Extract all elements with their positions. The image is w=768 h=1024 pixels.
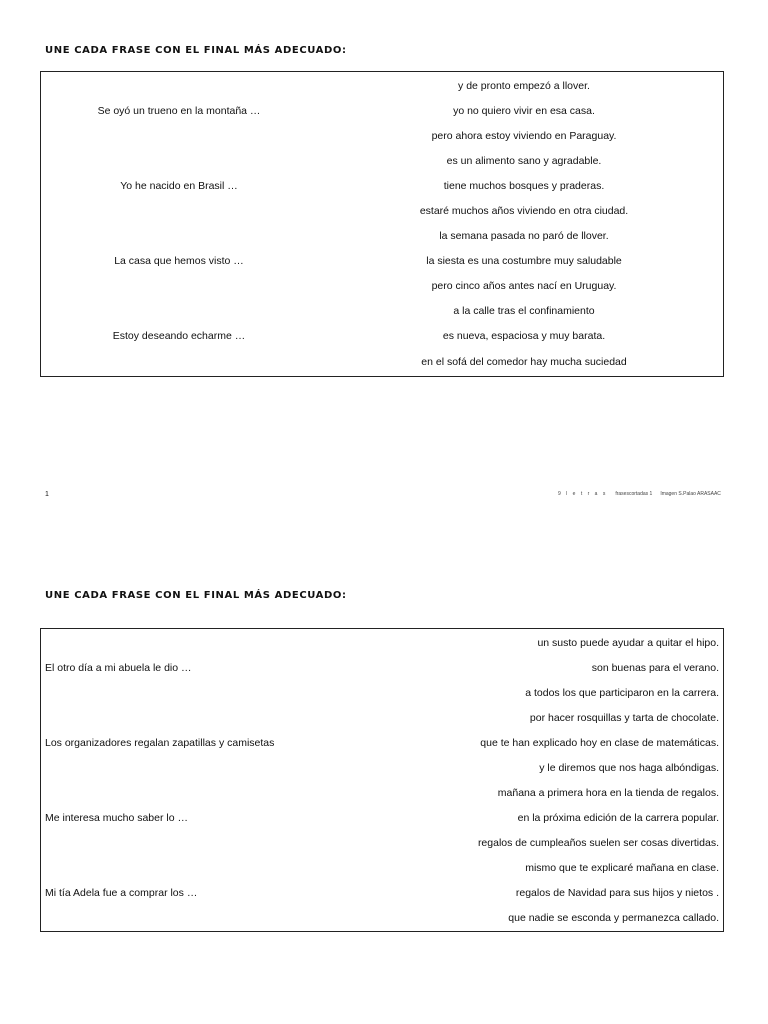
exercise-2-beginning: Mi tía Adela fue a comprar los … [45,887,198,899]
page-number: 1 [45,491,49,498]
exercise-1-beginning: Estoy deseando echarme … [112,330,246,342]
exercise-1-ending: es nueva, espaciosa y muy barata. [442,330,606,342]
exercise-2-ending: mañana a primera hora en la tienda de regalos. [497,787,719,799]
exercise-2-ending: y le diremos que nos haga albóndigas. [539,762,719,774]
exercise-2-beginning: Me interesa mucho saber lo … [45,812,188,824]
exercise-2-ending: que te han explicado hoy en clase de matemáticas. [480,737,719,749]
exercise-2-beginning: El otro día a mi abuela le dio … [45,662,192,674]
exercise-2-ending: mismo que te explicaré mañana en clase. [525,862,719,874]
exercise-1-ending: yo no quiero vivir en esa casa. [453,105,595,117]
exercise-1-ending: la siesta es una costumbre muy saludable [426,255,622,267]
exercise-1-beginning: Se oyó un trueno en la montaña … [97,105,261,117]
footer-credit [558,491,729,497]
credit-letters: 9 l e t r a s [558,491,608,497]
credit-file: frasescortadas 1 [615,491,653,497]
exercise-2-title: UNE CADA FRASE CON EL FINAL MÁS ADECUADO: [45,590,347,601]
exercise-1-beginning: La casa que hemos visto … [114,255,244,267]
exercise-1-ending: es un alimento sano y agradable. [446,155,602,167]
exercise-2-beginning: Los organizadores regalan zapatillas y camisetas [45,737,275,749]
exercise-1-beginning: Yo he nacido en Brasil … [120,180,238,192]
exercise-2-ending: que nadie se esconda y permanezca callado. [508,912,719,924]
credit-image: Imagen S.Palao ARASAAC [660,491,721,497]
exercise-1-ending: pero ahora estoy viviendo en Paraguay. [431,130,617,142]
exercise-1-ending: en el sofá del comedor hay mucha suciedad [421,356,627,368]
exercise-2-ending: son buenas para el verano. [591,662,719,674]
exercise-2-box [40,628,724,932]
exercise-1-ending: tiene muchos bosques y praderas. [443,180,605,192]
exercise-1-ending: y de pronto empezó a llover. [458,80,590,92]
exercise-1-ending: la semana pasada no paró de llover. [439,230,609,242]
exercise-2-ending: regalos de cumpleaños suelen ser cosas divertidas. [477,837,719,849]
exercise-2-ending: en la próxima edición de la carrera popular. [517,812,719,824]
exercise-1-ending: pero cinco años antes nací en Uruguay. [431,280,617,292]
exercise-1-ending: a la calle tras el confinamiento [453,305,595,317]
exercise-2-ending: por hacer rosquillas y tarta de chocolate. [529,712,719,724]
exercise-1-title: UNE CADA FRASE CON EL FINAL MÁS ADECUADO: [45,45,347,56]
exercise-2-ending: a todos los que participaron en la carrera. [525,687,719,699]
exercise-1-box [40,71,724,377]
exercise-1-ending: estaré muchos años viviendo en otra ciudad. [419,205,629,217]
exercise-2-ending: regalos de Navidad para sus hijos y nietos . [515,887,719,899]
exercise-2-ending: un susto puede ayudar a quitar el hipo. [537,637,719,649]
